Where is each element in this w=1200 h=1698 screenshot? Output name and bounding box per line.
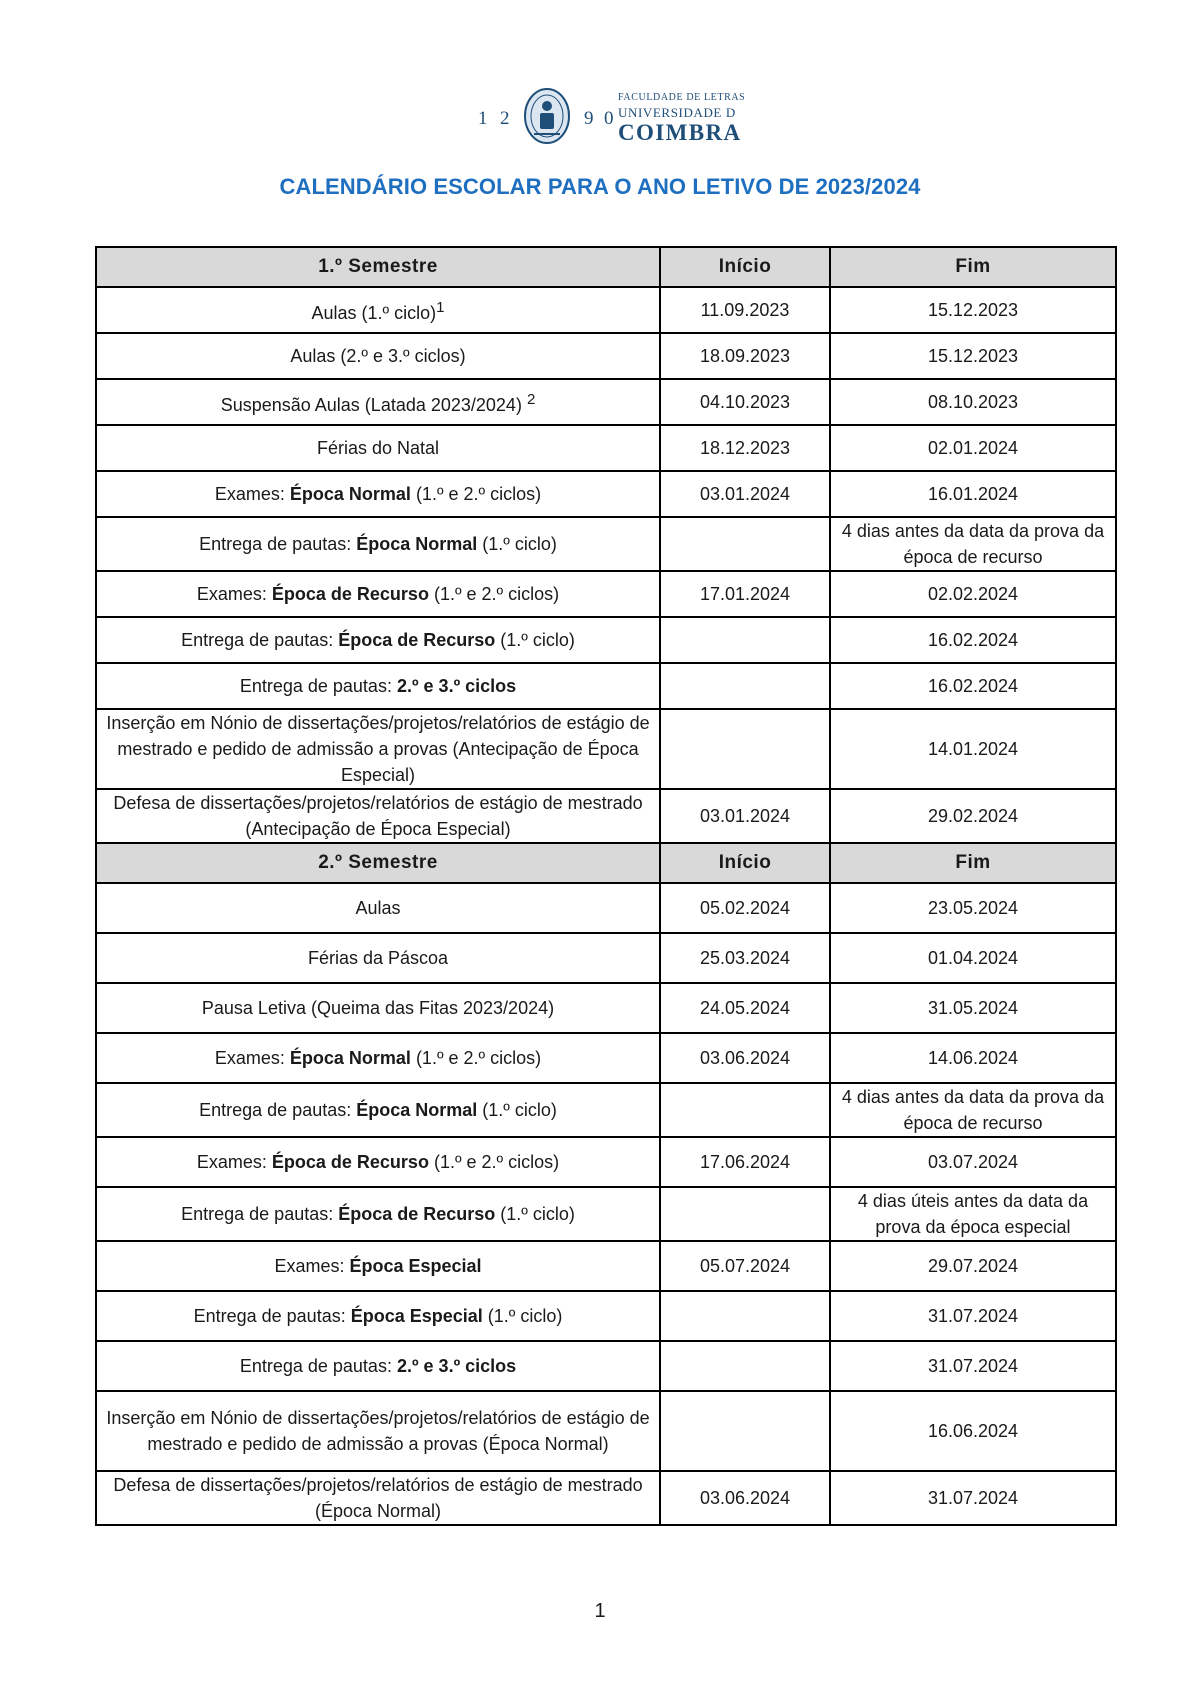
end-date: 31.05.2024 bbox=[830, 983, 1116, 1033]
event-text: Inserção em Nónio de dissertações/projetos/relatórios de estágio de mestrado e pedido de admissão a provas (Antecipação de Época Especial) bbox=[106, 713, 650, 785]
event-text: Pausa Letiva (Queima das Fitas 2023/2024) bbox=[201, 998, 555, 1018]
calendar-row bbox=[96, 1033, 1116, 1083]
calendar-row bbox=[96, 1241, 1116, 1291]
end-column-header: Fim bbox=[830, 843, 1116, 883]
start-date bbox=[660, 1341, 830, 1391]
end-date: 03.07.2024 bbox=[830, 1137, 1116, 1187]
event-description bbox=[96, 333, 660, 379]
calendar-row bbox=[96, 471, 1116, 517]
event-period: Época Normal bbox=[356, 1100, 478, 1120]
event-description bbox=[96, 709, 660, 789]
start-column-header: Início bbox=[660, 247, 830, 287]
end-date: 14.06.2024 bbox=[830, 1033, 1116, 1083]
event-period: Época de Recurso bbox=[271, 1152, 429, 1172]
end-date: 02.01.2024 bbox=[830, 425, 1116, 471]
calendar-row bbox=[96, 1341, 1116, 1391]
event-qualifier: (1.º ciclo) bbox=[495, 1204, 575, 1224]
end-date: 31.07.2024 bbox=[830, 1341, 1116, 1391]
end-date: 01.04.2024 bbox=[830, 933, 1116, 983]
document-title: CALENDÁRIO ESCOLAR PARA O ANO LETIVO DE 2023/2024 bbox=[279, 174, 921, 199]
semester-header-row bbox=[96, 247, 1116, 287]
start-date bbox=[660, 663, 830, 709]
calendar-row bbox=[96, 287, 1116, 333]
start-date: 17.01.2024 bbox=[660, 571, 830, 617]
event-text: Aulas (1.º ciclo) bbox=[311, 302, 437, 323]
event-text: Entrega de pautas: bbox=[181, 630, 339, 650]
event-period: Época de Recurso bbox=[338, 1204, 496, 1224]
start-date: 03.06.2024 bbox=[660, 1471, 830, 1525]
logo-year-digit: 2 bbox=[500, 108, 511, 129]
event-text: Exames: bbox=[274, 1256, 350, 1276]
start-date bbox=[660, 1083, 830, 1137]
event-text: Entrega de pautas: bbox=[193, 1306, 351, 1326]
end-date: 29.07.2024 bbox=[830, 1241, 1116, 1291]
event-text: Defesa de dissertações/projetos/relatórios de estágio de mestrado (Antecipação de Época Especial) bbox=[113, 793, 643, 839]
end-date: 16.06.2024 bbox=[830, 1391, 1116, 1471]
event-text: Férias da Páscoa bbox=[307, 948, 449, 968]
end-date: 4 dias úteis antes da data da prova da época especial bbox=[830, 1187, 1116, 1241]
event-qualifier: (1.º ciclo) bbox=[482, 1306, 563, 1326]
end-date: 31.07.2024 bbox=[830, 1291, 1116, 1341]
end-date: 29.02.2024 bbox=[830, 789, 1116, 843]
logo-year-digit: 1 bbox=[478, 108, 489, 129]
start-date: 03.01.2024 bbox=[660, 789, 830, 843]
event-description bbox=[96, 287, 660, 333]
event-description bbox=[96, 1391, 660, 1471]
event-description bbox=[96, 1291, 660, 1341]
calendar-row bbox=[96, 617, 1116, 663]
event-text: Exames: bbox=[196, 1152, 272, 1172]
event-qualifier: (1.º e 2.º ciclos) bbox=[428, 584, 560, 604]
calendar-row bbox=[96, 883, 1116, 933]
event-text: Entrega de pautas: bbox=[199, 1100, 357, 1120]
start-column-header: Início bbox=[660, 843, 830, 883]
event-period: Época Normal bbox=[289, 1048, 411, 1068]
event-period: 2.º e 3.º ciclos bbox=[396, 1356, 517, 1376]
start-date bbox=[660, 617, 830, 663]
event-text: Entrega de pautas: bbox=[239, 676, 397, 696]
start-date: 05.02.2024 bbox=[660, 883, 830, 933]
event-description bbox=[96, 933, 660, 983]
end-date: 16.01.2024 bbox=[830, 471, 1116, 517]
event-description bbox=[96, 1033, 660, 1083]
event-text: Entrega de pautas: bbox=[239, 1356, 397, 1376]
calendar-row bbox=[96, 571, 1116, 617]
event-period: Época Normal bbox=[289, 484, 411, 504]
logo-year-digit: 9 bbox=[584, 108, 595, 129]
university-logo bbox=[478, 86, 750, 148]
event-description bbox=[96, 983, 660, 1033]
end-date: 4 dias antes da data da prova da época de recurso bbox=[830, 1083, 1116, 1137]
calendar-row bbox=[96, 1083, 1116, 1137]
event-qualifier: (1.º e 2.º ciclos) bbox=[410, 1048, 542, 1068]
calendar-row bbox=[96, 933, 1116, 983]
event-description bbox=[96, 517, 660, 571]
event-qualifier: (1.º ciclo) bbox=[477, 1100, 557, 1120]
start-date: 05.07.2024 bbox=[660, 1241, 830, 1291]
page-number: 1 bbox=[594, 1600, 606, 1622]
event-qualifier: (1.º e 2.º ciclos) bbox=[410, 484, 542, 504]
footnote-marker: 2 bbox=[526, 390, 536, 408]
end-date: 23.05.2024 bbox=[830, 883, 1116, 933]
end-date: 15.12.2023 bbox=[830, 287, 1116, 333]
event-period: Época Normal bbox=[356, 534, 478, 554]
event-description bbox=[96, 379, 660, 425]
event-period: Época Especial bbox=[349, 1256, 482, 1276]
event-description bbox=[96, 471, 660, 517]
event-text: Aulas bbox=[355, 898, 401, 918]
event-text: Férias do Natal bbox=[316, 438, 440, 458]
end-date: 16.02.2024 bbox=[830, 663, 1116, 709]
logo-coimbra-text: COIMBRA bbox=[618, 120, 742, 145]
start-date: 25.03.2024 bbox=[660, 933, 830, 983]
event-text: Aulas (2.º e 3.º ciclos) bbox=[290, 346, 466, 366]
start-date bbox=[660, 1187, 830, 1241]
calendar-table bbox=[95, 246, 1117, 1526]
calendar-row bbox=[96, 663, 1116, 709]
event-description bbox=[96, 425, 660, 471]
start-date: 03.06.2024 bbox=[660, 1033, 830, 1083]
end-date: 08.10.2023 bbox=[830, 379, 1116, 425]
start-date bbox=[660, 1391, 830, 1471]
event-description bbox=[96, 789, 660, 843]
event-description bbox=[96, 1137, 660, 1187]
calendar-row bbox=[96, 333, 1116, 379]
event-text: Inserção em Nónio de dissertações/projetos/relatórios de estágio de mestrado e pedido de admissão a provas (Época Normal) bbox=[106, 1408, 650, 1454]
event-description bbox=[96, 1083, 660, 1137]
semester-label: 1.º Semestre bbox=[96, 247, 660, 287]
event-description bbox=[96, 1187, 660, 1241]
start-date: 04.10.2023 bbox=[660, 379, 830, 425]
logo-university-text: UNIVERSIDADE D bbox=[618, 105, 736, 120]
event-text: Defesa de dissertações/projetos/relatórios de estágio de mestrado (Época Normal) bbox=[113, 1475, 643, 1521]
event-period: 2.º e 3.º ciclos bbox=[396, 676, 517, 696]
end-date: 02.02.2024 bbox=[830, 571, 1116, 617]
end-date: 15.12.2023 bbox=[830, 333, 1116, 379]
calendar-row bbox=[96, 789, 1116, 843]
logo-faculty-text: FACULDADE DE LETRAS bbox=[618, 92, 746, 103]
calendar-row bbox=[96, 1137, 1116, 1187]
calendar-row bbox=[96, 379, 1116, 425]
calendar-row bbox=[96, 1291, 1116, 1341]
start-date: 03.01.2024 bbox=[660, 471, 830, 517]
event-text: Exames: bbox=[214, 1048, 290, 1068]
calendar-row bbox=[96, 1391, 1116, 1471]
end-column-header: Fim bbox=[830, 247, 1116, 287]
event-qualifier: (1.º ciclo) bbox=[495, 630, 575, 650]
start-date: 17.06.2024 bbox=[660, 1137, 830, 1187]
end-date: 16.02.2024 bbox=[830, 617, 1116, 663]
start-date: 18.09.2023 bbox=[660, 333, 830, 379]
end-date: 14.01.2024 bbox=[830, 709, 1116, 789]
event-text: Exames: bbox=[214, 484, 290, 504]
university-seal-icon bbox=[522, 86, 572, 146]
event-text: Exames: bbox=[196, 584, 272, 604]
semester-header-row bbox=[96, 843, 1116, 883]
event-text: Entrega de pautas: bbox=[199, 534, 357, 554]
calendar-row bbox=[96, 1187, 1116, 1241]
event-description bbox=[96, 617, 660, 663]
event-description bbox=[96, 1241, 660, 1291]
event-period: Época de Recurso bbox=[271, 584, 429, 604]
event-description bbox=[96, 883, 660, 933]
event-description bbox=[96, 1341, 660, 1391]
event-description bbox=[96, 1471, 660, 1525]
start-date bbox=[660, 1291, 830, 1341]
calendar-row bbox=[96, 709, 1116, 789]
event-description bbox=[96, 663, 660, 709]
start-date bbox=[660, 709, 830, 789]
logo-year-digit: 0 bbox=[604, 108, 615, 129]
end-date: 4 dias antes da data da prova da época de recurso bbox=[830, 517, 1116, 571]
event-period: Época de Recurso bbox=[338, 630, 496, 650]
end-date: 31.07.2024 bbox=[830, 1471, 1116, 1525]
calendar-row bbox=[96, 425, 1116, 471]
start-date: 24.05.2024 bbox=[660, 983, 830, 1033]
event-text: Suspensão Aulas (Latada 2023/2024) bbox=[220, 394, 527, 415]
event-period: Época Especial bbox=[350, 1306, 483, 1326]
event-description bbox=[96, 571, 660, 617]
calendar-row bbox=[96, 517, 1116, 571]
event-text: Entrega de pautas: bbox=[181, 1204, 339, 1224]
calendar-row bbox=[96, 1471, 1116, 1525]
event-qualifier: (1.º e 2.º ciclos) bbox=[428, 1152, 560, 1172]
semester-label: 2.º Semestre bbox=[96, 843, 660, 883]
event-qualifier: (1.º ciclo) bbox=[477, 534, 557, 554]
start-date: 18.12.2023 bbox=[660, 425, 830, 471]
calendar-row bbox=[96, 983, 1116, 1033]
start-date: 11.09.2023 bbox=[660, 287, 830, 333]
start-date bbox=[660, 517, 830, 571]
footnote-marker: 1 bbox=[436, 298, 445, 316]
